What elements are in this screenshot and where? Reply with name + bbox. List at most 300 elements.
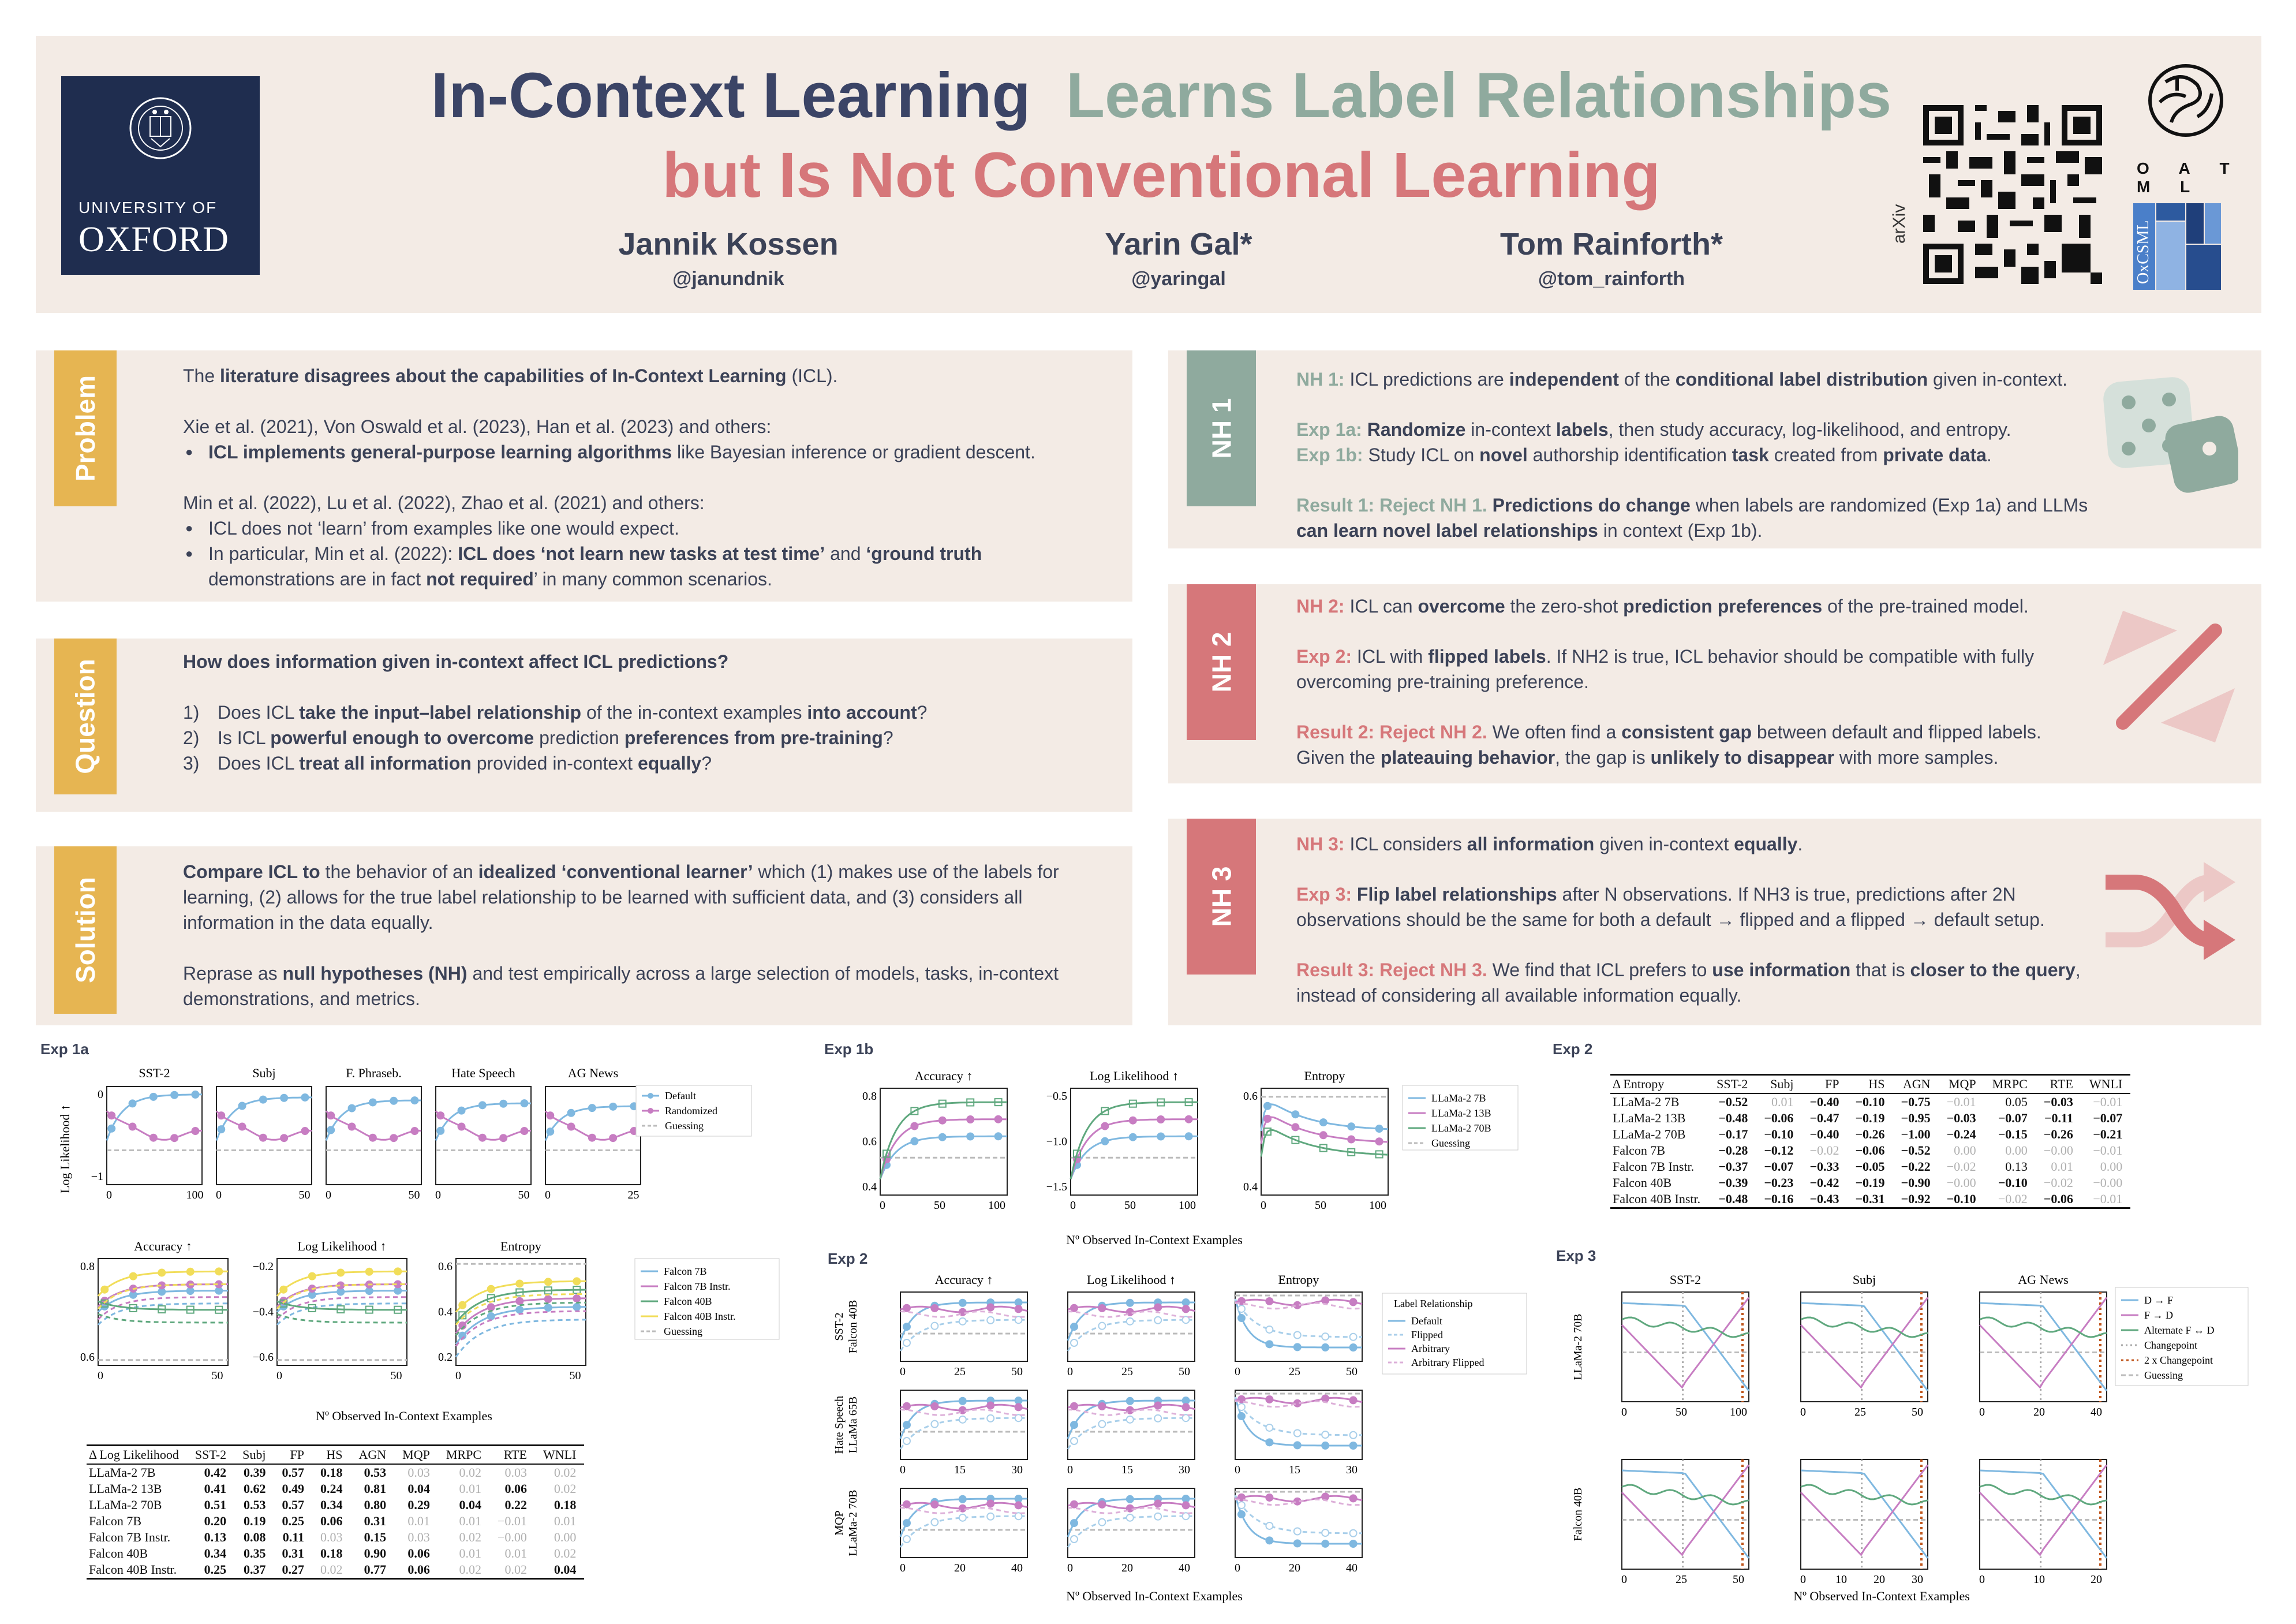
- exp2-default-series-marker: [1322, 1540, 1329, 1547]
- exp2-row-label: Hate Speech: [833, 1395, 846, 1454]
- table-cell: Falcon 40B Instr.: [89, 1562, 177, 1577]
- table-cell: 0.29: [407, 1498, 430, 1512]
- table-cell: −0.01: [1946, 1095, 1976, 1109]
- author-handle[interactable]: @tom_rainforth: [1538, 268, 1685, 290]
- university-line1: UNIVERSITY OF: [78, 199, 218, 216]
- exp2-flipped-series-marker: [959, 1318, 966, 1325]
- exp2-flipped-series-marker: [959, 1514, 966, 1521]
- table-header-cell: WNLI: [543, 1447, 577, 1462]
- problem-panel: [36, 350, 1132, 602]
- exp1a-mid-legend-label: Falcon 40B Instr.: [664, 1311, 736, 1322]
- exp1b-series-marker: [1101, 1123, 1108, 1130]
- table-cell: 0.18: [320, 1465, 343, 1480]
- exp2-arbitrary-series-marker: [1098, 1501, 1105, 1508]
- exp1b-series-marker: [1320, 1132, 1327, 1138]
- exp2-xtick: 50: [1179, 1365, 1190, 1378]
- exp2-xtick: 20: [1289, 1562, 1300, 1574]
- shuffle-icon: [2100, 842, 2238, 980]
- exp2-default-series-marker: [959, 1496, 966, 1503]
- table-cell: −0.95: [1901, 1111, 1931, 1125]
- table-header-cell: FP: [290, 1447, 304, 1462]
- table-cell: 0.01: [2051, 1159, 2073, 1174]
- exp2-default-series-marker: [1127, 1300, 1134, 1306]
- exp3-legend-label: 2 x Changepoint: [2144, 1354, 2213, 1366]
- exp1a-randomized-series-marker: [192, 1128, 199, 1134]
- exp3-xtick: 10: [2033, 1573, 2045, 1586]
- table-cell: −0.07: [1764, 1159, 1794, 1174]
- exp3-xtick: 10: [1835, 1573, 1847, 1586]
- table-cell: −0.17: [1718, 1127, 1748, 1141]
- exp3-xtick: 100: [1730, 1406, 1747, 1418]
- exp2-xtick: 40: [1011, 1562, 1023, 1574]
- exp1a-mid-series-marker: [573, 1304, 580, 1311]
- exp2-flipped-series-marker: [987, 1317, 994, 1324]
- exp2-flipped-series-marker: [931, 1519, 938, 1526]
- table-cell: 0.39: [244, 1465, 266, 1480]
- table-cell: −0.24: [1946, 1127, 1976, 1141]
- table-cell: −0.06: [1855, 1143, 1885, 1158]
- table-header-cell: Subj: [242, 1447, 266, 1462]
- exp2-arbitrary-series-marker: [903, 1501, 910, 1508]
- exp1a-mid-series-marker: [158, 1269, 165, 1276]
- table-cell: 0.15: [364, 1530, 387, 1544]
- exp2-legend-label: Arbitrary Flipped: [1411, 1357, 1484, 1368]
- table-cell: 0.01: [504, 1546, 527, 1560]
- exp2-default-series-marker: [1183, 1495, 1190, 1502]
- exp3-xtick: 0: [1800, 1406, 1806, 1418]
- exp1b-series-marker: [1320, 1119, 1327, 1126]
- table-cell: 0.24: [320, 1481, 343, 1496]
- exp1a-randomized-series-marker: [589, 1134, 596, 1141]
- exp1b-series-marker: [1348, 1123, 1355, 1130]
- exp1a-mid-series-marker: [280, 1286, 287, 1293]
- exp2-flipped-series-marker: [1350, 1432, 1357, 1439]
- exp3-row-label: LLaMa-2 70B: [1572, 1313, 1584, 1380]
- oxford-seal-icon: [128, 96, 193, 160]
- exp1a-mid-series-marker: [309, 1273, 316, 1280]
- exp1a-mid-series-marker: [101, 1286, 108, 1293]
- exp2-default-series-marker: [1322, 1442, 1329, 1449]
- exp1a-default-series-marker: [239, 1103, 246, 1110]
- exp1b-series-marker: [1376, 1125, 1383, 1132]
- exp2-arbitrary-series-marker: [1350, 1397, 1357, 1403]
- title-block: [382, 36, 1940, 313]
- exp1a-mid-series-marker: [488, 1313, 495, 1320]
- exp1a-xlabel: Nº Observed In-Context Examples: [316, 1409, 492, 1423]
- table-cell: 0.81: [364, 1481, 387, 1496]
- oatml-brain-icon: [2142, 59, 2229, 145]
- table-cell: 0.27: [282, 1562, 304, 1577]
- table-cell: 0.01: [407, 1514, 430, 1528]
- exp1a-randomized-series-marker: [239, 1123, 246, 1130]
- exp2-panel-title: Log Likelihood ↑: [1087, 1272, 1176, 1287]
- exp2-legend-label: Default: [1411, 1315, 1442, 1327]
- exp1a-default-series-marker: [150, 1093, 157, 1100]
- exp1a-randomized-series-marker: [108, 1112, 115, 1119]
- exp2-default-series-marker: [959, 1300, 966, 1306]
- exp2-xtick: 15: [1121, 1464, 1133, 1476]
- table-header-cell: RTE: [503, 1447, 527, 1462]
- table-cell: −1.00: [1901, 1127, 1931, 1141]
- oatml-label: O A T M L: [2137, 159, 2242, 196]
- exp1b-ytick: 0.8: [862, 1090, 877, 1103]
- exp1a-panel-title: SST-2: [139, 1066, 170, 1080]
- exp1a-default-series-marker: [390, 1097, 397, 1104]
- question-text: How does information given in-context affect ICL predictions? 1) Does ICL take the input–label relationship of the in-context examples into account? 2) Is ICL powerful enough to overcome prediction preferences from pre-training? 3) Does ICL treat all information provided in-context equally?: [183, 651, 928, 774]
- exp1a-randomized-series-marker: [327, 1112, 334, 1119]
- nh2-panel: [1168, 584, 2261, 783]
- exp1b-series-marker: [1157, 1133, 1164, 1140]
- exp1b-xtick: 0: [1261, 1199, 1266, 1212]
- exp3-legend-label: Guessing: [2144, 1369, 2183, 1381]
- exp1a-mid-series-marker: [516, 1306, 523, 1313]
- exp3-xtick: 25: [1854, 1406, 1866, 1418]
- exp2-flipped-series-marker: [1154, 1513, 1161, 1520]
- table-cell: −0.03: [1946, 1111, 1976, 1125]
- exp1a-randomized-series-marker: [129, 1123, 136, 1130]
- exp2-flipped-series-marker: [1238, 1502, 1245, 1509]
- table-cell: 0.13: [204, 1530, 227, 1544]
- exp1a-randomized-series-marker: [547, 1112, 554, 1119]
- exp1a-mid-series-marker: [545, 1304, 552, 1311]
- title-line2: but Is Not Conventional Learning: [662, 140, 1661, 211]
- exp3-xtick: 50: [1676, 1406, 1687, 1418]
- table-cell: 0.02: [459, 1465, 482, 1480]
- table-cell: −0.10: [1855, 1095, 1885, 1109]
- exp1a-top-ylabel: Log Likelihood ↑: [58, 1104, 72, 1193]
- exp2-arbitrary-series-marker: [987, 1304, 994, 1311]
- table-cell: LLaMa-2 7B: [1613, 1095, 1680, 1109]
- table-cell: 0.03: [504, 1465, 527, 1480]
- exp1b-xlabel: Nº Observed In-Context Examples: [1066, 1233, 1243, 1247]
- exp2-default-series-marker: [1015, 1495, 1022, 1502]
- exp2-default-series-marker: [1294, 1442, 1301, 1448]
- table-cell: −0.07: [2093, 1111, 2123, 1125]
- exp1a-randomized-series-marker: [411, 1128, 418, 1134]
- exp2-default-series-marker: [1127, 1496, 1134, 1503]
- exp1b-series-marker: [1348, 1136, 1355, 1143]
- exp1a-mid-legend-label: Falcon 7B Instr.: [664, 1280, 731, 1292]
- exp2-xtick: 50: [1346, 1365, 1358, 1378]
- table-cell: −0.23: [1764, 1175, 1794, 1190]
- exp2-arbitrary-series-marker: [1154, 1304, 1161, 1311]
- exp2-flipped-series-marker: [1294, 1528, 1301, 1535]
- exp2-flipped-series-marker: [1098, 1323, 1105, 1330]
- exp1b-xtick: 100: [1179, 1199, 1196, 1212]
- exp2-arbitrary-series-marker: [903, 1403, 910, 1410]
- table-cell: LLaMa-2 70B: [1613, 1127, 1686, 1141]
- exp2-flipped-series-marker: [1322, 1529, 1329, 1536]
- table-cell: −0.26: [1855, 1127, 1885, 1141]
- exp1a-randomized-series-marker: [390, 1134, 397, 1141]
- exp2-row-label: LLaMa 65B: [847, 1396, 859, 1454]
- table-cell: −0.15: [1998, 1127, 2028, 1141]
- exp2-chart: [831, 1264, 1547, 1605]
- exp2-default-series-marker: [1294, 1343, 1301, 1350]
- exp1b-series-marker: [995, 1133, 1002, 1140]
- exp1a-top-xtick: 50: [408, 1189, 420, 1201]
- table-cell: 0.57: [282, 1498, 304, 1512]
- exp1a-mid-legend-label: Falcon 40B: [664, 1296, 712, 1307]
- exp2-default-series-marker: [1266, 1341, 1273, 1347]
- exp1a-mid-panel-title: Accuracy ↑: [134, 1239, 192, 1253]
- exp3-xtick: 20: [2091, 1573, 2102, 1586]
- table-cell: 0.06: [504, 1481, 527, 1496]
- question-panel: [36, 639, 1132, 812]
- table-cell: 0.01: [1771, 1095, 1794, 1109]
- solution-panel: [36, 846, 1132, 1025]
- author-handle[interactable]: @yaringal: [1131, 268, 1226, 290]
- table-cell: LLaMa-2 70B: [89, 1498, 162, 1512]
- table-header-cell: Δ Log Likelihood: [89, 1447, 179, 1462]
- table-cell: 0.06: [407, 1562, 430, 1577]
- table-cell: −0.12: [1764, 1143, 1794, 1158]
- exp2-row-label: Falcon 40B: [847, 1300, 859, 1354]
- exp1a-mid-series-marker: [488, 1304, 495, 1311]
- exp1a-mid-series-marker: [459, 1302, 466, 1309]
- table-cell: −0.75: [1901, 1095, 1931, 1109]
- exp2-xtick: 0: [900, 1365, 906, 1378]
- exp1a-mid-series-marker: [366, 1268, 373, 1275]
- table-cell: −0.52: [1718, 1095, 1748, 1109]
- qr-code-icon[interactable]: [1923, 105, 2102, 284]
- exp2-default-series-marker: [903, 1323, 910, 1330]
- exp1a-mid-series-marker: [516, 1280, 523, 1287]
- exp3-panel-frame: [1980, 1292, 2107, 1402]
- table-header-cell: AGN: [1902, 1077, 1931, 1091]
- table-cell: −0.01: [2093, 1143, 2123, 1158]
- exp3-panel-frame: [1801, 1292, 1928, 1402]
- table-cell: 0.02: [504, 1562, 527, 1577]
- exp2-arbitrary-series-marker: [1071, 1501, 1078, 1508]
- exp2-flipped-series-marker: [1266, 1424, 1273, 1431]
- exp1a-default-series-marker: [349, 1105, 356, 1112]
- exp1b-series-marker: [1376, 1138, 1383, 1145]
- exp2-xtick: 15: [1289, 1464, 1300, 1476]
- exp3-xtick: 20: [2033, 1406, 2045, 1418]
- exp2-arbitrary-series-marker: [931, 1403, 938, 1410]
- nh3-panel: [1168, 819, 2261, 1025]
- entropy-table-wrap: [1610, 1074, 2130, 1209]
- table-cell: LLaMa-2 13B: [1613, 1111, 1686, 1125]
- exp1a-mid-ytick: 0.2: [438, 1351, 453, 1364]
- exp1a-default-series-marker: [411, 1097, 418, 1104]
- table-cell: −0.37: [1718, 1159, 1748, 1174]
- table-cell: LLaMa-2 7B: [89, 1465, 156, 1480]
- exp1a-randomized-series-marker: [281, 1134, 287, 1141]
- exp2-xtick: 25: [1121, 1365, 1133, 1378]
- exp1a-default-series-marker: [437, 1128, 444, 1134]
- exp2-flipped-series-marker: [1127, 1514, 1134, 1521]
- exp2-row-label: LLaMa-2 70B: [847, 1489, 859, 1556]
- table-cell: 0.34: [320, 1498, 343, 1512]
- author-name: Tom Rainforth*: [1500, 227, 1723, 262]
- exp1a-top-xtick: 50: [298, 1189, 311, 1201]
- exp1a-mid-chart: [58, 1230, 808, 1426]
- table-header-cell: HS: [326, 1447, 343, 1462]
- exp1a-default-series-marker: [458, 1107, 465, 1114]
- exp2-flipped-series-marker: [1071, 1536, 1078, 1543]
- exp1b-xtick: 100: [988, 1199, 1005, 1212]
- table-row: [1610, 1175, 2130, 1191]
- table-cell: Falcon 7B: [1613, 1143, 1666, 1158]
- table-cell: −0.10: [1946, 1192, 1976, 1206]
- exp2-xtick: 0: [1235, 1562, 1240, 1574]
- table-cell: 0.62: [244, 1481, 266, 1496]
- legend-default: Default: [665, 1090, 696, 1102]
- table-cell: 0.01: [459, 1481, 482, 1496]
- exp3-chart: [1558, 1264, 2268, 1605]
- table-row: [1610, 1143, 2130, 1159]
- table-cell: −0.06: [2043, 1192, 2073, 1206]
- flip-icon: [2100, 607, 2238, 746]
- exp2-flipped-series-marker: [931, 1421, 938, 1428]
- exp2-xtick: 20: [954, 1562, 966, 1574]
- table-cell: 0.25: [204, 1562, 227, 1577]
- oxcsml-logo-icon: [2133, 203, 2249, 290]
- table-header-cell: MRPC: [1992, 1077, 2028, 1091]
- exp2-arbitrary-series-marker: [1322, 1494, 1329, 1500]
- exp1b-series-marker: [1130, 1134, 1136, 1141]
- entropy-table: [1610, 1074, 2130, 1209]
- table-cell: −0.00: [1946, 1175, 1976, 1190]
- exp1b-series-marker: [1264, 1115, 1271, 1122]
- exp1b-xtick: 100: [1369, 1199, 1386, 1212]
- table-cell: Falcon 7B: [89, 1514, 142, 1528]
- exp1b-xtick: 50: [1124, 1199, 1136, 1212]
- table-cell: 0.02: [459, 1562, 482, 1577]
- exp1a-mid-ytick: −0.6: [252, 1351, 274, 1364]
- table-cell: 0.57: [282, 1465, 304, 1480]
- exp3-xtick: 25: [1676, 1573, 1687, 1586]
- exp1a-randomized-series-marker: [568, 1123, 575, 1130]
- exp1a-top-xtick: 50: [518, 1189, 530, 1201]
- exp1b-series-marker: [939, 1117, 946, 1124]
- table-cell: 0.11: [282, 1530, 304, 1544]
- exp2-flipped-series-marker: [1350, 1334, 1357, 1341]
- exp1a-mid-legend: [635, 1259, 779, 1339]
- exp1a-top-xtick: 25: [627, 1189, 640, 1201]
- nh1-text: NH 1: ICL predictions are independent of the conditional label distribution given in-context. Exp 1a: Randomize in-context labels, then study accuracy, log-likelihood, and entropy. Exp 1b: Study ICL on novel authorship identification task created from private data. Result 1: Reject NH 1. Predictions do change when labels are randomized (Exp 1a) and LLMs can learn novel label relationships in context (Exp 1b).: [1296, 369, 2088, 541]
- exp2-flipped-series-marker: [1154, 1415, 1161, 1422]
- exp1b-legend-label: LLaMa-2 70B: [1431, 1122, 1491, 1134]
- table-cell: −0.02: [2043, 1175, 2073, 1190]
- exp1a-top-xtick: 0: [545, 1189, 551, 1201]
- exp2-xtick: 25: [1289, 1365, 1300, 1378]
- table-cell: Falcon 7B Instr.: [89, 1530, 171, 1544]
- table-row: [87, 1562, 584, 1579]
- table-cell: −0.21: [2093, 1127, 2123, 1141]
- exp2-row-label: SST-2: [833, 1312, 846, 1341]
- exp1b-ytick: 0.4: [862, 1181, 877, 1193]
- nh3-text: NH 3: ICL considers all information given in-context equally. Exp 3: Flip label relationships after N observations. If NH3 is true, predictions after 2N observations should be the same for both a default → flipped and a flipped → default setup. Result 3: Reject NH 3. We find that ICL prefers to use information that is closer to the query, instead of considering all available information equally.: [1296, 834, 2081, 1006]
- exp2-flipped-series-marker: [1238, 1403, 1245, 1410]
- exp1b-series-marker: [995, 1116, 1002, 1123]
- oxcsml-label: OxCSML: [2134, 220, 2152, 284]
- exp2-flipped-series-marker: [903, 1536, 910, 1543]
- exp1a-mid-series-marker: [545, 1278, 552, 1285]
- exp2-row-label: MQP: [833, 1510, 846, 1536]
- exp3-label: Exp 3: [1556, 1247, 1596, 1264]
- exp2-xtick: 30: [1346, 1464, 1358, 1476]
- table-cell: Falcon 7B Instr.: [1613, 1159, 1695, 1174]
- solution-text: Compare ICL to the behavior of an idealized ‘conventional learner’ which (1) makes use of the labels for learning, (2) allows for the true label relationship to be learned with sufficient data, and (3) considers all information in the data equally. Reprase as null hypotheses (NH) and test empirically across a large selection of models, tasks, in-context demonstrations, and metrics.: [183, 861, 1059, 1009]
- exp2-arbitrary-series-marker: [987, 1402, 994, 1409]
- table-header-cell: FP: [1825, 1077, 1839, 1091]
- exp2-arbitrary-series-marker: [1266, 1494, 1273, 1501]
- exp2-xtick: 0: [900, 1562, 906, 1574]
- table-cell: 0.02: [554, 1481, 577, 1496]
- exp1a-mid-ytick: −0.2: [252, 1260, 274, 1273]
- table-cell: −0.40: [1809, 1127, 1839, 1141]
- exp2-xtick: 0: [900, 1464, 906, 1476]
- solution-tab: Solution: [54, 846, 117, 1014]
- exp3-xtick: 50: [1912, 1406, 1923, 1418]
- exp2-arbitrary-series-marker: [1098, 1305, 1105, 1312]
- exp2-default-series-marker: [1071, 1421, 1078, 1428]
- exp3-legend-label: D → F: [2144, 1294, 2174, 1306]
- exp1b-xtick: 0: [1070, 1199, 1076, 1212]
- table-cell: 0.41: [204, 1481, 227, 1496]
- exp2-flipped-series-marker: [903, 1438, 910, 1444]
- table-cell: −0.02: [1998, 1192, 2028, 1206]
- table-cell: −0.03: [2043, 1095, 2073, 1109]
- nh2-tab: NH 2: [1187, 584, 1256, 740]
- table-cell: −0.00: [2093, 1175, 2123, 1190]
- exp3-panel-title: Subj: [1852, 1272, 1876, 1287]
- table-cell: 0.03: [407, 1530, 430, 1544]
- table-cell: −0.52: [1901, 1143, 1931, 1158]
- exp2-flipped-series-marker: [1071, 1339, 1078, 1346]
- exp2-xtick: 30: [1011, 1464, 1023, 1476]
- table-cell: −0.28: [1718, 1143, 1748, 1158]
- table-cell: 0.19: [244, 1514, 266, 1528]
- exp2-default-series-marker: [1266, 1537, 1273, 1544]
- exp1a-top-xtick: 0: [216, 1189, 222, 1201]
- exp2-panel-title: Accuracy ↑: [934, 1272, 993, 1287]
- table-cell: 0.18: [554, 1498, 577, 1512]
- exp1a-mid-ytick: 0.6: [438, 1260, 453, 1273]
- table-cell: 0.31: [282, 1546, 304, 1560]
- table-header-cell: HS: [1868, 1077, 1885, 1091]
- exp2-xlabel: Nº Observed In-Context Examples: [1066, 1589, 1243, 1603]
- table-row: [1610, 1126, 2130, 1143]
- table-cell: 0.90: [364, 1546, 387, 1560]
- exp2-arbitrary-series-marker: [1071, 1403, 1078, 1410]
- poster-header: [36, 36, 2261, 313]
- table-cell: −0.92: [1901, 1192, 1931, 1206]
- table-cell: 0.35: [244, 1546, 266, 1560]
- author-handle[interactable]: @janundnik: [672, 268, 784, 290]
- table-row: [1610, 1093, 2130, 1110]
- exp1b-series-marker: [1101, 1138, 1108, 1145]
- table-cell: −0.00: [498, 1530, 527, 1544]
- exp1a-panel-title: Subj: [252, 1066, 276, 1080]
- exp1a-randomized-series-marker: [171, 1134, 178, 1141]
- problem-text: The literature disagrees about the capabilities of In-Context Learning (ICL). Xie et al. (2021), Von Oswald et al. (2023), Han et al. (2023) and others: ● ICL implements general-purpose learning algorithms like Bayesian inference or gradient descent. Min et al. (2022), Lu et al. (2022), Zhao et al. (2021) and others: ● ICL does not ‘learn’ from examples like one would expect. ● In particular, Min et al. (2022): ICL does ‘not learn new tasks at test time’ and ‘ground truth demonstrations are in fact not required’ in many common scenarios.: [183, 363, 1109, 592]
- table-cell: 0.01: [459, 1546, 482, 1560]
- table-cell: −0.90: [1901, 1175, 1931, 1190]
- exp1b-legend-label: LLaMa-2 7B: [1431, 1092, 1486, 1104]
- table-cell: 0.06: [407, 1546, 430, 1560]
- oxford-logo: [61, 76, 260, 275]
- exp1a-randomized-series-marker: [479, 1134, 486, 1141]
- exp1a-panel-title: AG News: [567, 1066, 619, 1080]
- table-cell: 0.00: [1954, 1143, 1976, 1158]
- exp1b-xtick: 0: [880, 1199, 885, 1212]
- exp1b-ytick: 0.6: [862, 1135, 877, 1148]
- exp1a-default-series-marker: [479, 1102, 486, 1108]
